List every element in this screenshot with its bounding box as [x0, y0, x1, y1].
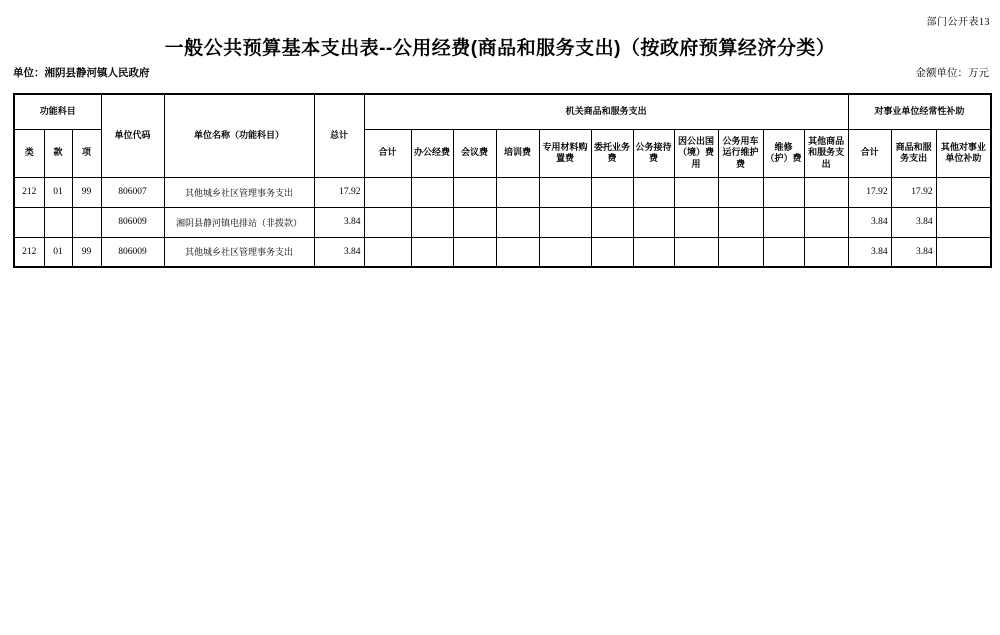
- col-org-total: 合计: [364, 129, 411, 177]
- col-overseas-trip-fee: 因公出国（境）费用: [674, 129, 718, 177]
- table-cell: [44, 207, 72, 237]
- table-cell: 3.84: [891, 207, 936, 237]
- col-section: 款: [44, 129, 72, 177]
- table-cell: [72, 207, 101, 237]
- table-cell: 3.84: [891, 237, 936, 267]
- table-cell: [411, 207, 453, 237]
- table-cell: [539, 177, 591, 207]
- table-cell: 其他城乡社区管理事务支出: [164, 177, 314, 207]
- header-group-row: [14, 94, 991, 129]
- table-cell: [496, 207, 539, 237]
- table-cell: 湘阴县静河镇电排站（非拨款）: [164, 207, 314, 237]
- table-cell: [936, 207, 991, 237]
- table-cell: 3.84: [314, 207, 364, 237]
- budget-table: [13, 93, 992, 268]
- amount-unit-label: 金额单位：万元: [915, 68, 989, 79]
- col-other-goods-services: 其他商品和服务支出: [804, 129, 848, 177]
- table-cell: [453, 207, 496, 237]
- group-org-goods-services: 机关商品和服务支出: [364, 94, 848, 129]
- col-official-reception: 公务接待费: [633, 129, 674, 177]
- table-cell: [364, 237, 411, 267]
- table-cell: [674, 237, 718, 267]
- table-cell: [936, 177, 991, 207]
- table-cell: 806009: [101, 237, 164, 267]
- table-cell: 17.92: [891, 177, 936, 207]
- table-cell: 212: [14, 237, 44, 267]
- table-cell: 17.92: [848, 177, 891, 207]
- table-cell: [763, 237, 804, 267]
- table-cell: [591, 177, 633, 207]
- col-training-fee: 培训费: [496, 129, 539, 177]
- table-cell: 3.84: [848, 237, 891, 267]
- group-institution-subsidy: 对事业单位经常性补助: [848, 94, 991, 129]
- col-vehicle-operation-maintenance: 公务用车运行维护费: [718, 129, 763, 177]
- table-cell: 3.84: [314, 237, 364, 267]
- table-cell: 01: [44, 237, 72, 267]
- col-item: 项: [72, 129, 101, 177]
- page-title: 一般公共预算基本支出表--公用经费(商品和服务支出)（按政府预算经济分类）: [164, 38, 836, 59]
- table-cell: [804, 207, 848, 237]
- table-cell: [591, 207, 633, 237]
- col-other-institution-subsidy: 其他对事业单位补助: [936, 129, 991, 177]
- table-cell: [633, 207, 674, 237]
- table-cell: [674, 207, 718, 237]
- table-row: [14, 207, 991, 237]
- table-cell: [539, 237, 591, 267]
- table-cell: 212: [14, 177, 44, 207]
- table-cell: [804, 177, 848, 207]
- table-cell: [496, 237, 539, 267]
- table-row: [14, 177, 991, 207]
- table-cell: [718, 207, 763, 237]
- table-cell: 01: [44, 177, 72, 207]
- col-class: 类: [14, 129, 44, 177]
- table-cell: 3.84: [848, 207, 891, 237]
- table-cell: 99: [72, 237, 101, 267]
- col-unit-name: 单位名称（功能科目）: [164, 94, 314, 177]
- table-cell: [364, 177, 411, 207]
- table-cell: [496, 177, 539, 207]
- table-cell: [591, 237, 633, 267]
- table-cell: 17.92: [314, 177, 364, 207]
- col-repair-fee: 维修（护）费: [763, 129, 804, 177]
- table-cell: [14, 207, 44, 237]
- sheet-number-label: 部门公开表13: [926, 17, 990, 28]
- table-cell: [411, 237, 453, 267]
- table-cell: [411, 177, 453, 207]
- table-cell: [674, 177, 718, 207]
- table-cell: [453, 237, 496, 267]
- col-entrusted-business: 委托业务费: [591, 129, 633, 177]
- table-cell: [718, 237, 763, 267]
- table-cell: [539, 207, 591, 237]
- table-cell: 99: [72, 177, 101, 207]
- table-cell: [804, 237, 848, 267]
- table-cell: [936, 237, 991, 267]
- table-cell: 其他城乡社区管理事务支出: [164, 237, 314, 267]
- col-grand-total: 总计: [314, 94, 364, 177]
- table-cell: [364, 207, 411, 237]
- meta-row: [13, 65, 989, 80]
- table-cell: [633, 177, 674, 207]
- table-cell: [453, 177, 496, 207]
- table-cell: [763, 207, 804, 237]
- col-special-materials: 专用材料购置费: [539, 129, 591, 177]
- unit-label: 单位：湘阴县静河镇人民政府: [13, 68, 150, 79]
- col-subsidy-total: 合计: [848, 129, 891, 177]
- group-functional-subject: 功能科目: [14, 94, 101, 129]
- table-cell: [718, 177, 763, 207]
- table-row: [14, 237, 991, 267]
- col-subsidy-goods-services: 商品和服务支出: [891, 129, 936, 177]
- table-cell: [763, 177, 804, 207]
- table-cell: 806007: [101, 177, 164, 207]
- table-cell: 806009: [101, 207, 164, 237]
- col-office-expense: 办公经费: [411, 129, 453, 177]
- table-cell: [633, 237, 674, 267]
- col-unit-code: 单位代码: [101, 94, 164, 177]
- col-meeting-fee: 会议费: [453, 129, 496, 177]
